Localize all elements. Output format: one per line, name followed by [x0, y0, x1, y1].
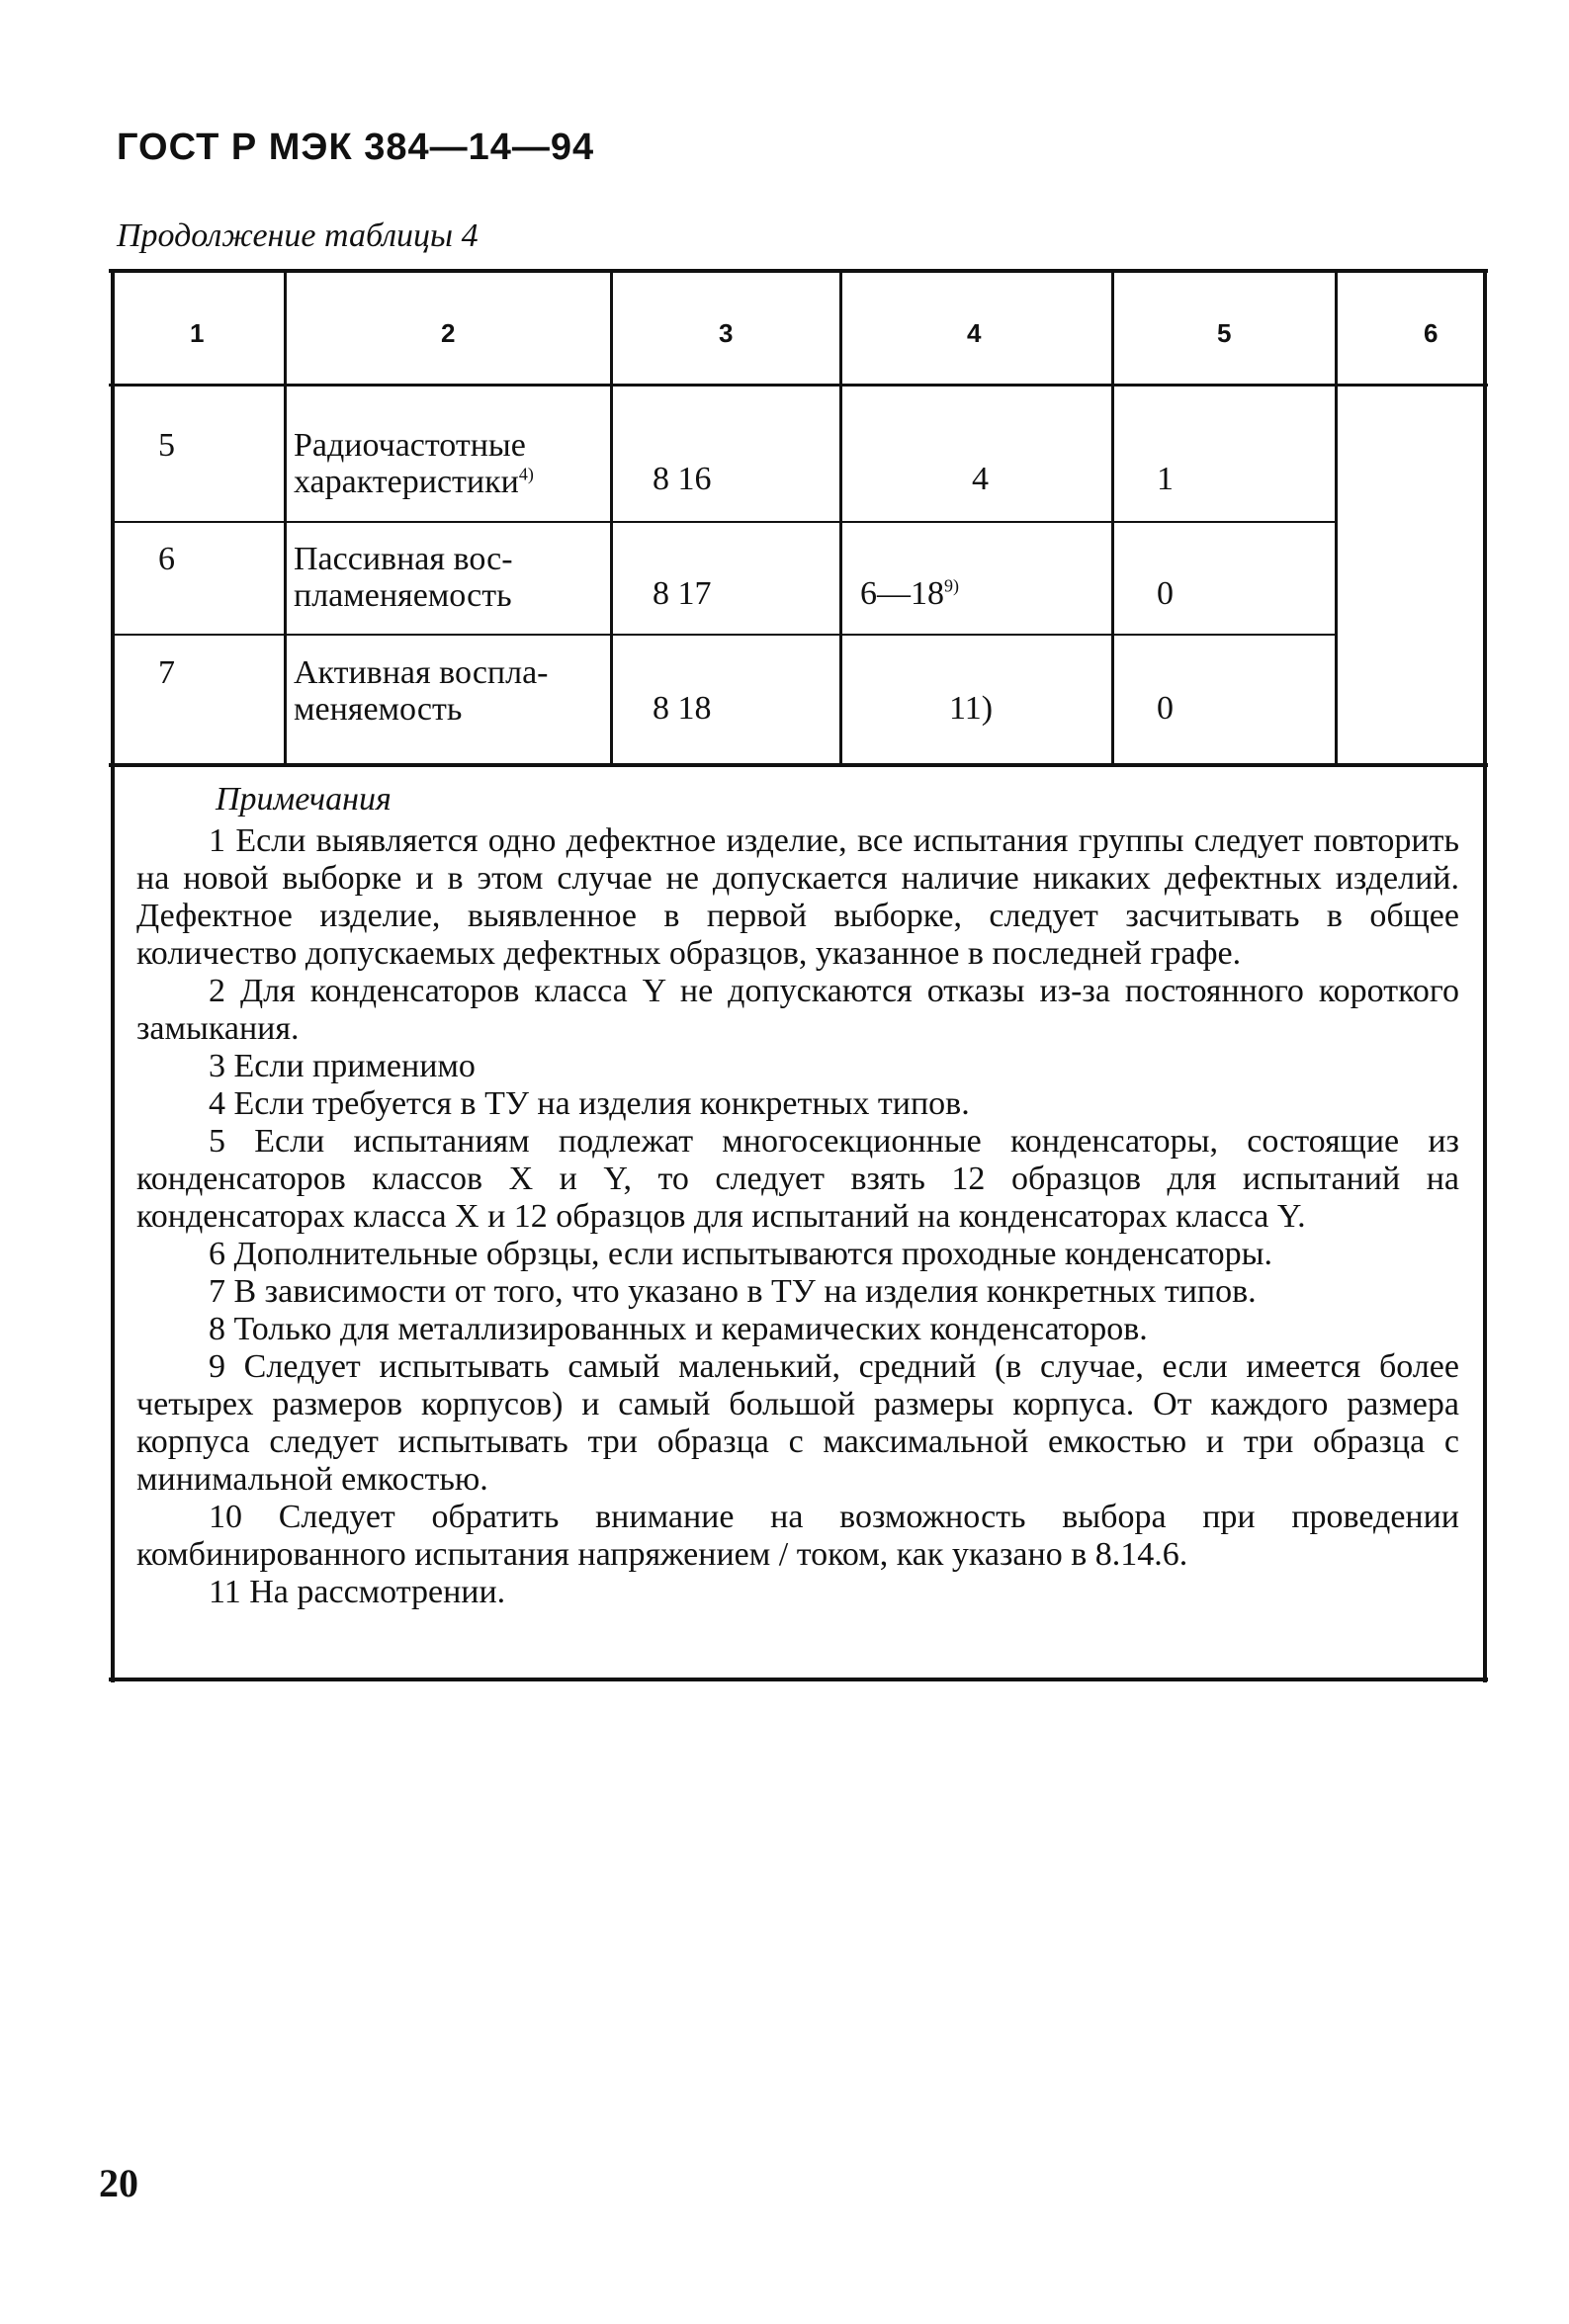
rule: [839, 273, 842, 763]
rule: [115, 634, 1336, 636]
row-number: 5: [158, 427, 175, 464]
col-header-5: 5: [1217, 318, 1232, 348]
note-item: 2 Для конденсаторов класса Y не допускаются отказы из-за постоянного короткого замыкания.: [136, 973, 1459, 1047]
row-col4: [972, 461, 989, 497]
row-name-line1: Пассивная вос-: [294, 541, 513, 577]
note-item: 9 Следует испытывать самый маленький, средний (в случае, если имеется более четырех размеров корпусов) и самый большой размеры корпуса. От каждого размера корпуса следует испытывать три образца с максимальной емкостью и три образца с минимальной емкостью.: [136, 1348, 1459, 1498]
note-item: 6 Дополнительные обрзцы, если испытываются проходные конденсаторы.: [209, 1236, 1272, 1272]
note-item: 8 Только для металлизированных и керамических конденсаторов.: [209, 1311, 1148, 1347]
footnote-ref: 9): [944, 575, 959, 596]
row-col5: 1: [1157, 461, 1174, 497]
row-col5: 0: [1157, 690, 1174, 727]
col-header-2: 2: [441, 318, 456, 348]
row-col4-value: 11): [949, 690, 994, 727]
row-name-line2: пламеняемость: [294, 577, 512, 614]
row-col4-value: 6—18: [860, 575, 944, 612]
row-number: 6: [158, 541, 175, 577]
footnote-ref: 4): [518, 464, 534, 484]
row-clause: 8 18: [653, 690, 712, 727]
notes-section: [136, 781, 1459, 1611]
row-col4: [949, 690, 993, 727]
rule: [115, 521, 1336, 523]
note-item: 5 Если испытаниям подлежат многосекционные конденсаторы, состоящие из конденсаторов классов X и Y, то следует взять 12 образцов для испытаний на конденсаторах класса X и 12 образцов для испытаний на конденсаторах класса Y.: [136, 1123, 1459, 1235]
document-header: ГОСТ Р МЭК 384—14—94: [117, 127, 595, 168]
rule: [109, 269, 1488, 273]
rule: [1483, 269, 1487, 1682]
rule: [1111, 273, 1114, 763]
page-number: 20: [99, 2161, 138, 2205]
col-header-4: 4: [967, 318, 982, 348]
rule: [109, 384, 1488, 387]
note-item: 3 Если применимо: [209, 1048, 476, 1084]
rule: [109, 1678, 1488, 1681]
row-col4: [860, 575, 959, 612]
col-header-3: 3: [719, 318, 734, 348]
note-item: 7 В зависимости от того, что указано в ТУ на изделия конкретных типов.: [209, 1273, 1257, 1310]
rule: [610, 273, 613, 763]
rule: [1335, 273, 1338, 763]
row-col5: 0: [1157, 575, 1174, 612]
note-item: 1 Если выявляется одно дефектное изделие, все испытания группы следует повторить на новой выборке и в этом случае не допускается наличие никаких дефектных изделий. Дефектное изделие, выявленное в первой выборке, следует засчитывать в общее количество допускаемых дефектных образцов, указанное в последней графе.: [136, 822, 1459, 972]
row-clause: 8 17: [653, 575, 712, 612]
row-name: [294, 541, 513, 614]
col-header-1: 1: [190, 318, 205, 348]
row-number: 7: [158, 654, 175, 691]
row-name-line2: характеристики: [294, 464, 519, 500]
note-item: 10 Следует обратить внимание на возможность выбора при проведении комбинированного испытания напряжением / током, как указано в 8.14.6.: [136, 1499, 1459, 1573]
table-caption: Продолжение таблицы 4: [117, 217, 479, 254]
row-name: [294, 427, 534, 500]
col-header-6: 6: [1424, 318, 1438, 348]
row-name: [294, 654, 549, 728]
note-item: 4 Если требуется в ТУ на изделия конкретных типов.: [209, 1085, 970, 1122]
row-col4-value: 4: [972, 461, 989, 497]
row-clause: 8 16: [653, 461, 712, 497]
row-name-line1: Активная воспла-: [294, 654, 549, 691]
notes-title: Примечания: [216, 781, 392, 818]
rule: [284, 273, 287, 763]
rule: [111, 269, 115, 1682]
row-name-line2: меняемость: [294, 691, 463, 728]
note-item: 11 На рассмотрении.: [209, 1574, 506, 1610]
rule: [109, 763, 1488, 767]
row-name-line1: Радиочастотные: [294, 427, 526, 464]
